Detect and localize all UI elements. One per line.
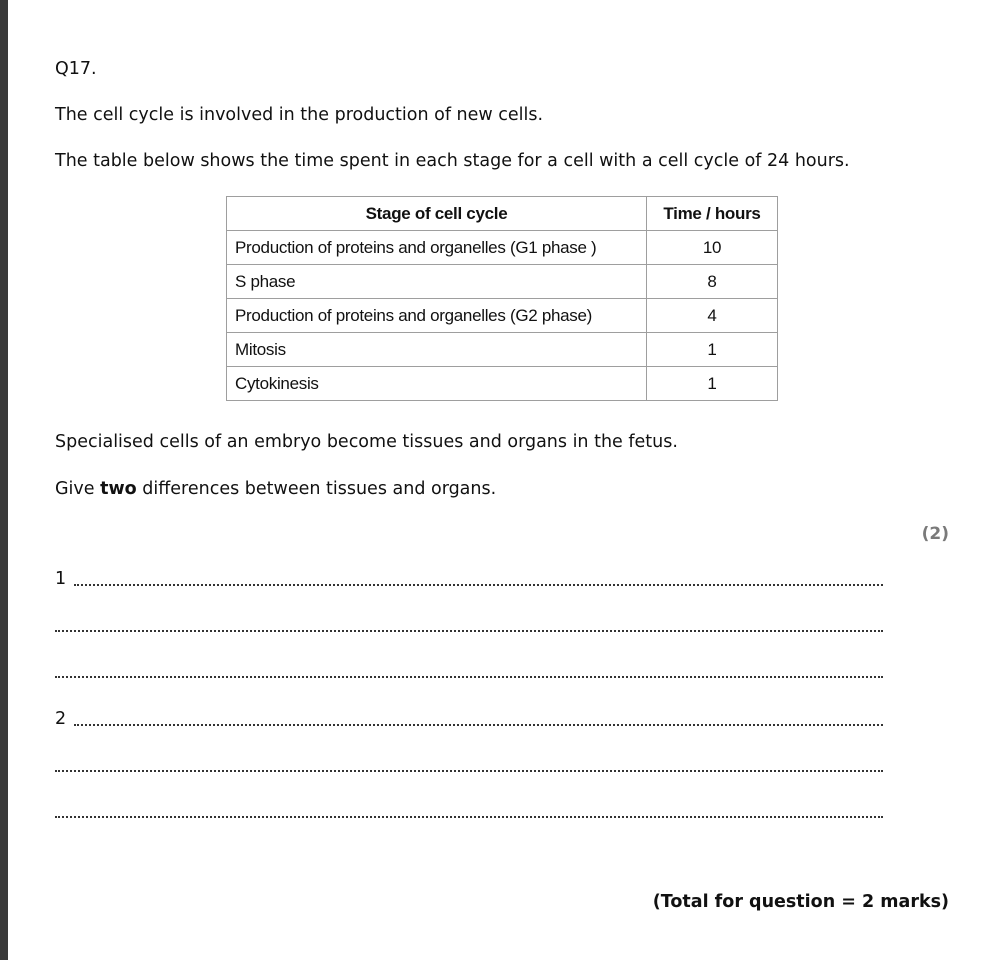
table-row — [227, 333, 778, 367]
dotted-line — [55, 770, 883, 772]
instruction-start: Give — [55, 479, 101, 499]
time-cell: 1 — [647, 367, 778, 401]
stage-cell: Production of proteins and organelles (G1 phase ) — [227, 231, 647, 265]
page-left-edge — [0, 0, 8, 960]
answer-line-1-continued[interactable] — [55, 660, 883, 682]
table-header-row — [227, 197, 778, 231]
answer-line-1-continued[interactable] — [55, 614, 883, 636]
stage-cell: Mitosis — [227, 333, 647, 367]
embryo-statement: Specialised cells of an embryo become tissues and organs in the fetus. — [55, 432, 678, 452]
answer-number-1: 1 — [55, 569, 67, 589]
dotted-line — [55, 630, 883, 632]
dotted-line — [74, 584, 883, 586]
marks-indicator: (2) — [921, 524, 949, 544]
time-cell: 1 — [647, 333, 778, 367]
total-marks: (Total for question = 2 marks) — [652, 892, 949, 912]
intro-sentence-2: The table below shows the time spent in each stage for a cell with a cell cycle of 24 hours. — [55, 151, 850, 171]
question-number: Q17. — [55, 59, 97, 79]
dotted-line — [55, 676, 883, 678]
table-row — [227, 299, 778, 333]
cell-cycle-table — [226, 196, 778, 401]
stage-cell: Production of proteins and organelles (G2 phase) — [227, 299, 647, 333]
instruction-end: differences between tissues and organs. — [136, 479, 497, 499]
time-cell: 8 — [647, 265, 778, 299]
task-instruction — [55, 478, 496, 500]
answer-number-2: 2 — [55, 709, 67, 729]
table-row — [227, 367, 778, 401]
header-time: Time / hours — [647, 197, 778, 231]
intro-sentence-1: The cell cycle is involved in the production of new cells. — [55, 105, 544, 125]
time-cell: 4 — [647, 299, 778, 333]
stage-cell: Cytokinesis — [227, 367, 647, 401]
instruction-emphasis: two — [100, 479, 137, 499]
answer-line-1[interactable] — [55, 568, 883, 590]
time-cell: 10 — [647, 231, 778, 265]
dotted-line — [74, 724, 883, 726]
header-stage: Stage of cell cycle — [227, 197, 647, 231]
table-row — [227, 265, 778, 299]
table-row — [227, 231, 778, 265]
answer-line-2-continued[interactable] — [55, 754, 883, 776]
dotted-line — [55, 816, 883, 818]
answer-line-2-continued[interactable] — [55, 800, 883, 822]
answer-line-2[interactable] — [55, 708, 883, 730]
stage-cell: S phase — [227, 265, 647, 299]
